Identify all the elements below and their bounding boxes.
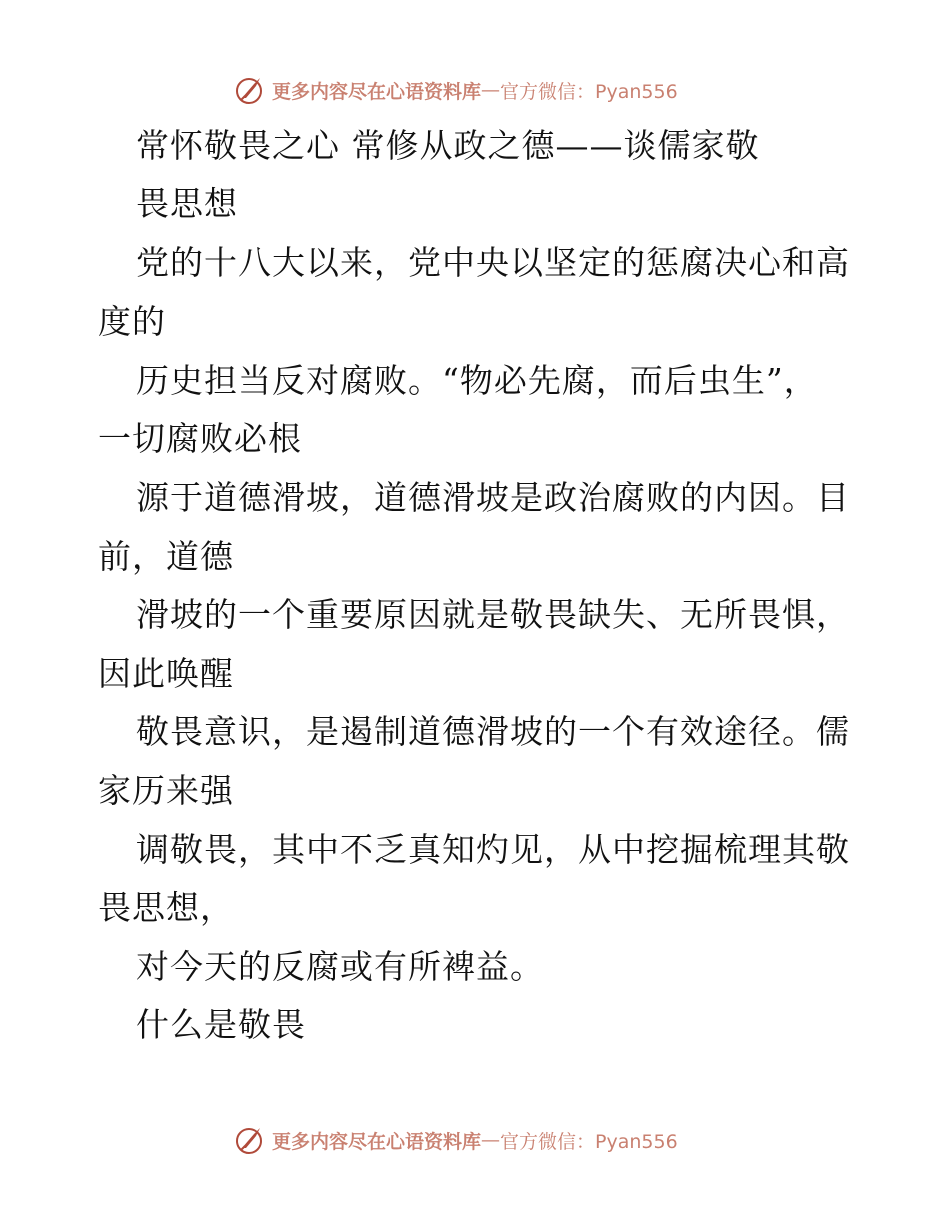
paragraph-line: 畏思想， — [98, 888, 234, 927]
paragraph-line: 敬畏意识，是遏制道德滑坡的一个有效途径。儒 — [136, 712, 850, 751]
header-banner — [234, 72, 678, 108]
paragraph-line: 滑坡的一个重要原因就是敬畏缺失、无所畏惧， — [136, 595, 850, 634]
paragraph-line: 因此唤醒 — [98, 654, 234, 693]
paragraph-line: 对今天的反腐或有所裨益。 — [136, 947, 544, 986]
quill-pen-logo-icon — [234, 1124, 266, 1156]
banner-text: 更多内容尽在心语资料库 — [272, 1130, 482, 1153]
paragraph-line: 源于道德滑坡，道德滑坡是政治腐败的内因。目 — [136, 478, 850, 517]
document-title-line-1: 常怀敬畏之心 常修从政之德——谈儒家敬 — [136, 126, 760, 165]
footer-banner — [234, 1122, 678, 1158]
banner-separator: — — [481, 79, 501, 101]
section-heading: 什么是敬畏 — [136, 1005, 306, 1044]
banner-wechat: 官方微信：Pyan556 — [500, 80, 678, 103]
paragraph-line: 家历来强 — [98, 771, 234, 810]
banner-wechat: 官方微信：Pyan556 — [500, 1130, 678, 1153]
quill-pen-logo-icon — [234, 74, 266, 106]
paragraph-line: 调敬畏，其中不乏真知灼见，从中挖掘梳理其敬 — [136, 830, 850, 869]
paragraph-line: 党的十八大以来，党中央以坚定的惩腐决心和高 — [136, 243, 850, 282]
banner-separator: — — [481, 1129, 501, 1151]
paragraph-line: 度的 — [98, 302, 166, 341]
document-title-line-2: 畏思想 — [136, 184, 238, 223]
paragraph-line: 前，道德 — [98, 537, 234, 576]
paragraph-line: 历史担当反对腐败。“物必先腐，而后虫生”， — [136, 361, 818, 400]
paragraph-line: 一切腐败必根 — [98, 419, 302, 458]
banner-text: 更多内容尽在心语资料库 — [272, 80, 482, 103]
